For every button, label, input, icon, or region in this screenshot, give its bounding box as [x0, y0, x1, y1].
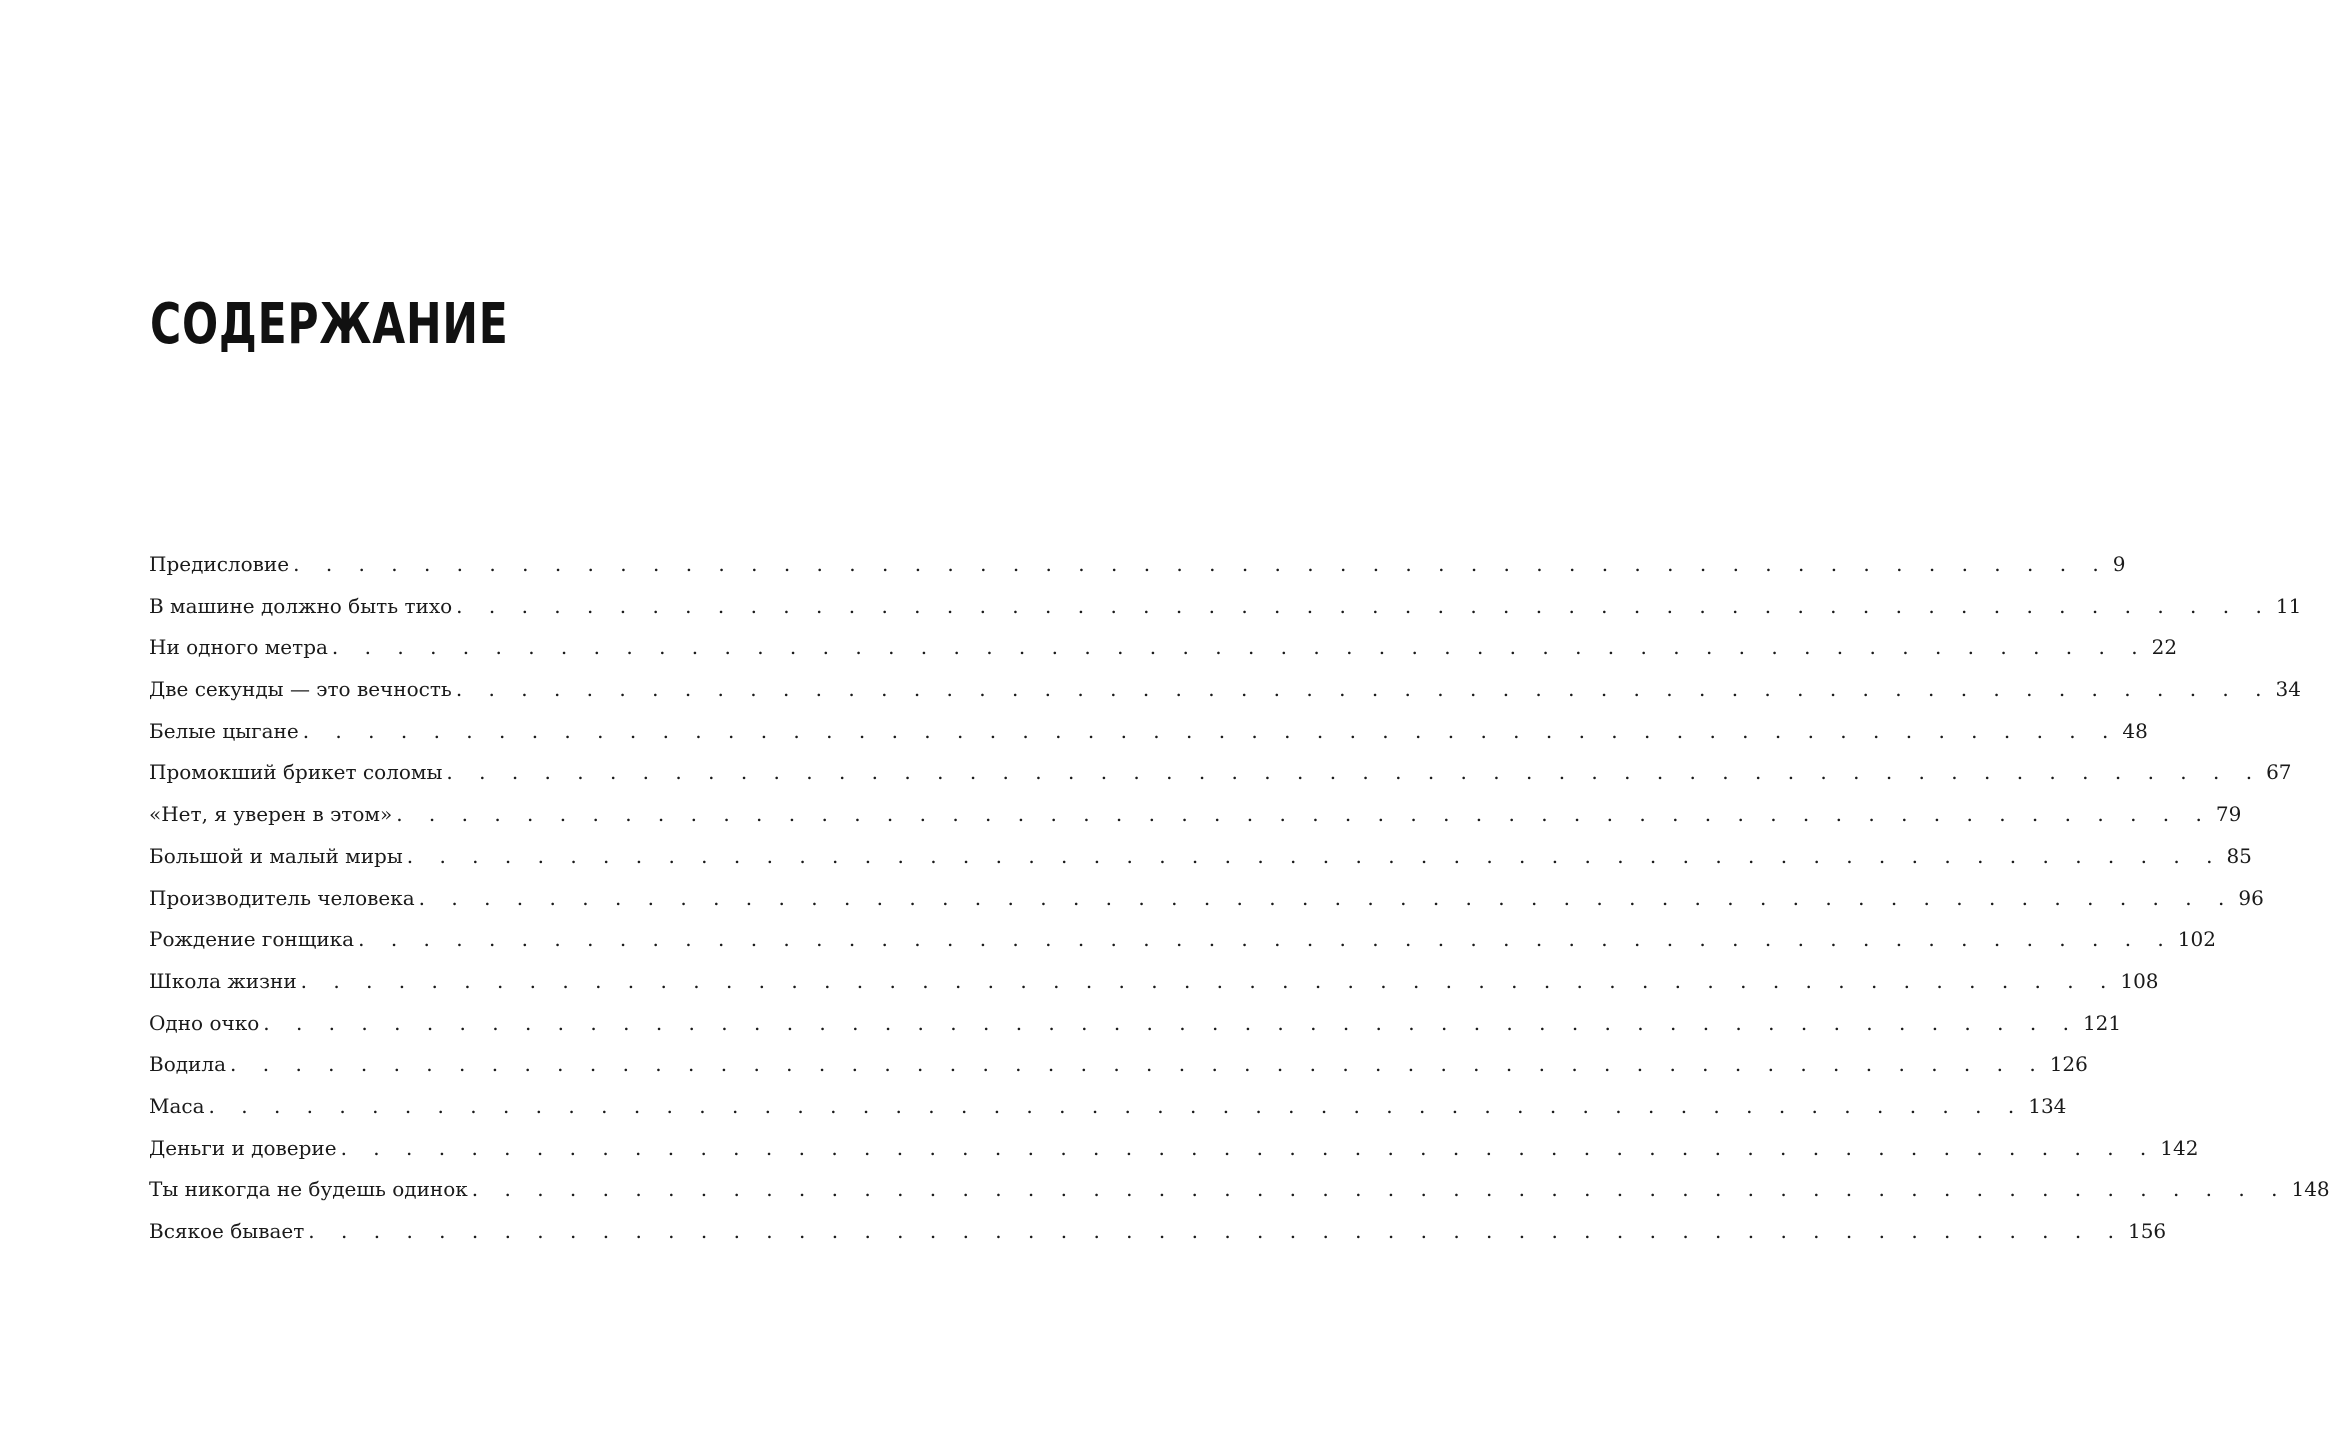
- toc-entry-title: Белые цыгане: [149, 718, 299, 743]
- dot-leader: . . . . . . . . . . . . . . . . . . . . . . . . . . . . . . . . . . . . . . . . . . . . . . . . . . . . . . . .: [418, 885, 2235, 910]
- toc-entry-page: 121: [2082, 1010, 2122, 1035]
- toc-entry-page: 126: [2049, 1052, 2088, 1077]
- dot-leader: . . . . . . . . . . . . . . . . . . . . . . . . . . . . . . . . . . . . . . . . . . . . . . . . . . . . . . . .: [300, 968, 2117, 993]
- toc-entry-page: 48: [2122, 718, 2148, 743]
- dot-leader: . . . . . . . . . . . . . . . . . . . . . . . . . . . . . . . . . . . . . . . . . . . . . . . . . . . . . . . .: [340, 1135, 2157, 1160]
- toc-entry-page: 108: [2120, 968, 2159, 993]
- toc-entry: [149, 1128, 2199, 1170]
- toc-entry-page: 148: [2291, 1177, 2330, 1202]
- toc-entry-title: Водила: [149, 1052, 227, 1077]
- toc-entry-page: 102: [2177, 927, 2216, 952]
- toc-entry-title: Рождение гонщика: [149, 927, 355, 952]
- toc-entry: [149, 544, 2126, 586]
- page-title: СОДЕРЖАНИЕ: [150, 292, 509, 357]
- toc-entry-title: Маса: [149, 1093, 205, 1118]
- dot-leader: . . . . . . . . . . . . . . . . . . . . . . . . . . . . . . . . . . . . . . . . . . . . . . . . . . . . . . . .: [455, 677, 2272, 702]
- dot-leader: . . . . . . . . . . . . . . . . . . . . . . . . . . . . . . . . . . . . . . . . . . . . . . . . . . . . . . . .: [396, 802, 2212, 827]
- toc-entry: [149, 1003, 2122, 1045]
- toc-entry-title: Ни одного метра: [149, 635, 328, 660]
- dot-leader: . . . . . . . . . . . . . . . . . . . . . . . . . . . . . . . . . . . . . . . . . . . . . . . . . . . . . . . .: [446, 760, 2263, 785]
- toc-entry: [149, 627, 2178, 669]
- toc-entry: [149, 586, 2302, 628]
- dot-leader: . . . . . . . . . . . . . . . . . . . . . . . . . . . . . . . . . . . . . . . . . . . . . . . . . . . . . . . .: [230, 1052, 2046, 1077]
- dot-leader: . . . . . . . . . . . . . . . . . . . . . . . . . . . . . . . . . . . . . . . . . . . . . . . . . . . . . . . .: [331, 635, 2148, 660]
- dot-leader: . . . . . . . . . . . . . . . . . . . . . . . . . . . . . . . . . . . . . . . . . . . . . . . . . . . . . . . .: [263, 1010, 2079, 1035]
- dot-leader: . . . . . . . . . . . . . . . . . . . . . . . . . . . . . . . . . . . . . . . . . . . . . . . . . . . . . . . .: [406, 843, 2223, 868]
- toc-entry-page: 134: [2028, 1093, 2067, 1118]
- toc-entry-page: 34: [2275, 677, 2301, 702]
- toc-entry: [149, 919, 2216, 961]
- toc-entry: [149, 794, 2242, 836]
- dot-leader: . . . . . . . . . . . . . . . . . . . . . . . . . . . . . . . . . . . . . . . . . . . . . . . . . . . . . . . .: [208, 1093, 2025, 1118]
- toc-entry-title: Предисловие: [149, 552, 290, 576]
- toc-entry-page: 156: [2127, 1219, 2167, 1243]
- toc-entry: [149, 836, 2252, 878]
- toc-entry-page: 79: [2215, 802, 2242, 827]
- dot-leader: . . . . . . . . . . . . . . . . . . . . . . . . . . . . . . . . . . . . . . . . . . . . . . . . . . . . . . . .: [293, 552, 2109, 576]
- toc-entry: [149, 1169, 2330, 1211]
- toc-entry-page: 22: [2151, 635, 2178, 660]
- toc-entry-title: «Нет, я уверен в этом»: [149, 802, 393, 827]
- toc-entry-page: 85: [2226, 843, 2252, 868]
- toc-entry: [149, 1086, 2067, 1128]
- table-of-contents: [149, 544, 2330, 1253]
- toc-entry-title: Деньги и доверие: [149, 1135, 337, 1160]
- toc-entry-page: 11: [2275, 593, 2302, 618]
- toc-entry: [149, 1044, 2088, 1086]
- dot-leader: . . . . . . . . . . . . . . . . . . . . . . . . . . . . . . . . . . . . . . . . . . . . . . . . . . . . . . . .: [471, 1177, 2288, 1202]
- toc-entry-page: 142: [2160, 1135, 2199, 1160]
- toc-entry-title: Одно очко: [149, 1010, 260, 1035]
- dot-leader: . . . . . . . . . . . . . . . . . . . . . . . . . . . . . . . . . . . . . . . . . . . . . . . . . . . . . . . .: [358, 927, 2174, 952]
- dot-leader: . . . . . . . . . . . . . . . . . . . . . . . . . . . . . . . . . . . . . . . . . . . . . . . . . . . . . . . .: [308, 1219, 2124, 1243]
- toc-entry-title: Ты никогда не будешь одинок: [149, 1177, 468, 1202]
- toc-entry-title: Две секунды — это вечность: [149, 677, 452, 702]
- toc-entry-title: Большой и малый миры: [149, 843, 403, 868]
- toc-entry-page: 96: [2238, 885, 2264, 910]
- toc-entry-title: В машине должно быть тихо: [149, 593, 453, 618]
- toc-entry: [149, 752, 2292, 794]
- toc-entry-page: 67: [2266, 760, 2292, 785]
- toc-entry-title: Производитель человека: [149, 885, 415, 910]
- dot-leader: . . . . . . . . . . . . . . . . . . . . . . . . . . . . . . . . . . . . . . . . . . . . . . . . . . . . . . . .: [456, 593, 2272, 618]
- toc-entry: [149, 711, 2148, 753]
- toc-entry-title: Промокший брикет соломы: [149, 760, 443, 785]
- toc-entry: [149, 669, 2301, 711]
- toc-entry: [149, 878, 2264, 920]
- toc-entry: [149, 961, 2159, 1003]
- toc-entry: [149, 1211, 2167, 1253]
- toc-entry-page: 9: [2112, 552, 2126, 576]
- toc-entry-title: Школа жизни: [149, 968, 297, 993]
- toc-entry-title: Всякое бывает: [149, 1219, 305, 1243]
- dot-leader: . . . . . . . . . . . . . . . . . . . . . . . . . . . . . . . . . . . . . . . . . . . . . . . . . . . . . . . .: [302, 718, 2119, 743]
